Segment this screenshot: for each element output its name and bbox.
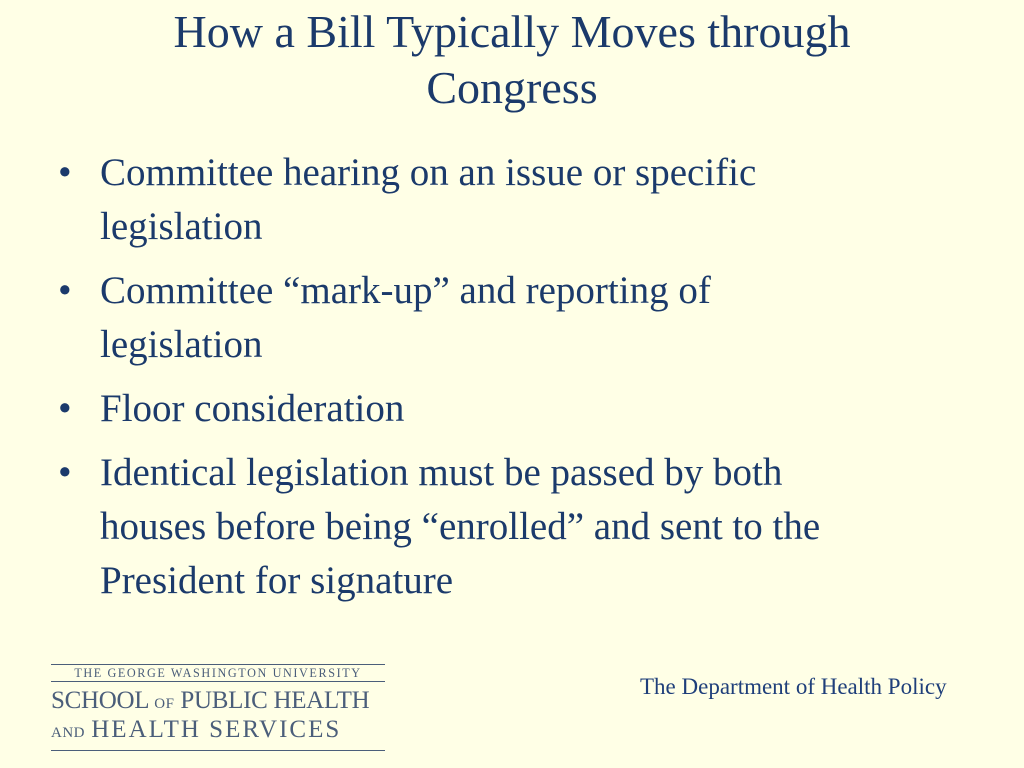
bullet-list — [56, 146, 976, 618]
bullet-text-line: President for signature — [100, 559, 454, 602]
university-logo — [51, 664, 385, 751]
bullet-text-line: legislation — [100, 205, 263, 248]
bullet-item — [56, 446, 976, 608]
bullet-text-line: Floor consideration — [100, 387, 405, 430]
bullet-text-line: Committee hearing on an issue or specific — [100, 151, 757, 194]
bullet-text-line: Identical legislation must be passed by both — [100, 451, 783, 494]
bullet-marker: • — [58, 451, 72, 494]
university-name: THE GEORGE WASHINGTON UNIVERSITY — [74, 666, 362, 680]
health-services-line — [51, 717, 385, 746]
slide-title-line-1: How a Bill Typically Moves through — [173, 6, 851, 57]
slide-title — [0, 4, 1024, 116]
bullet-item — [56, 264, 976, 372]
logo-divider — [51, 750, 385, 751]
bullet-item — [56, 146, 976, 254]
school-name-line — [51, 688, 385, 717]
bullet-marker: • — [58, 151, 72, 194]
bullet-marker: • — [58, 387, 72, 430]
department-name: The Department of Health Policy — [640, 674, 947, 699]
bullet-marker: • — [58, 269, 72, 312]
logo-divider — [51, 681, 385, 682]
slide-title-line-2: Congress — [426, 62, 598, 113]
public-health-words: PUBLIC HEALTH — [180, 687, 370, 714]
and-word: AND — [51, 725, 85, 741]
bullet-text-line: legislation — [100, 323, 263, 366]
health-services-words: HEALTH SERVICES — [91, 716, 342, 743]
bullet-item — [56, 382, 976, 436]
school-of: OF — [154, 696, 175, 712]
bullet-text-line: Committee “mark-up” and reporting of — [100, 269, 711, 312]
bullet-text-line: houses before being “enrolled” and sent to the — [100, 505, 821, 548]
school-word: SCHOOL — [51, 687, 149, 714]
